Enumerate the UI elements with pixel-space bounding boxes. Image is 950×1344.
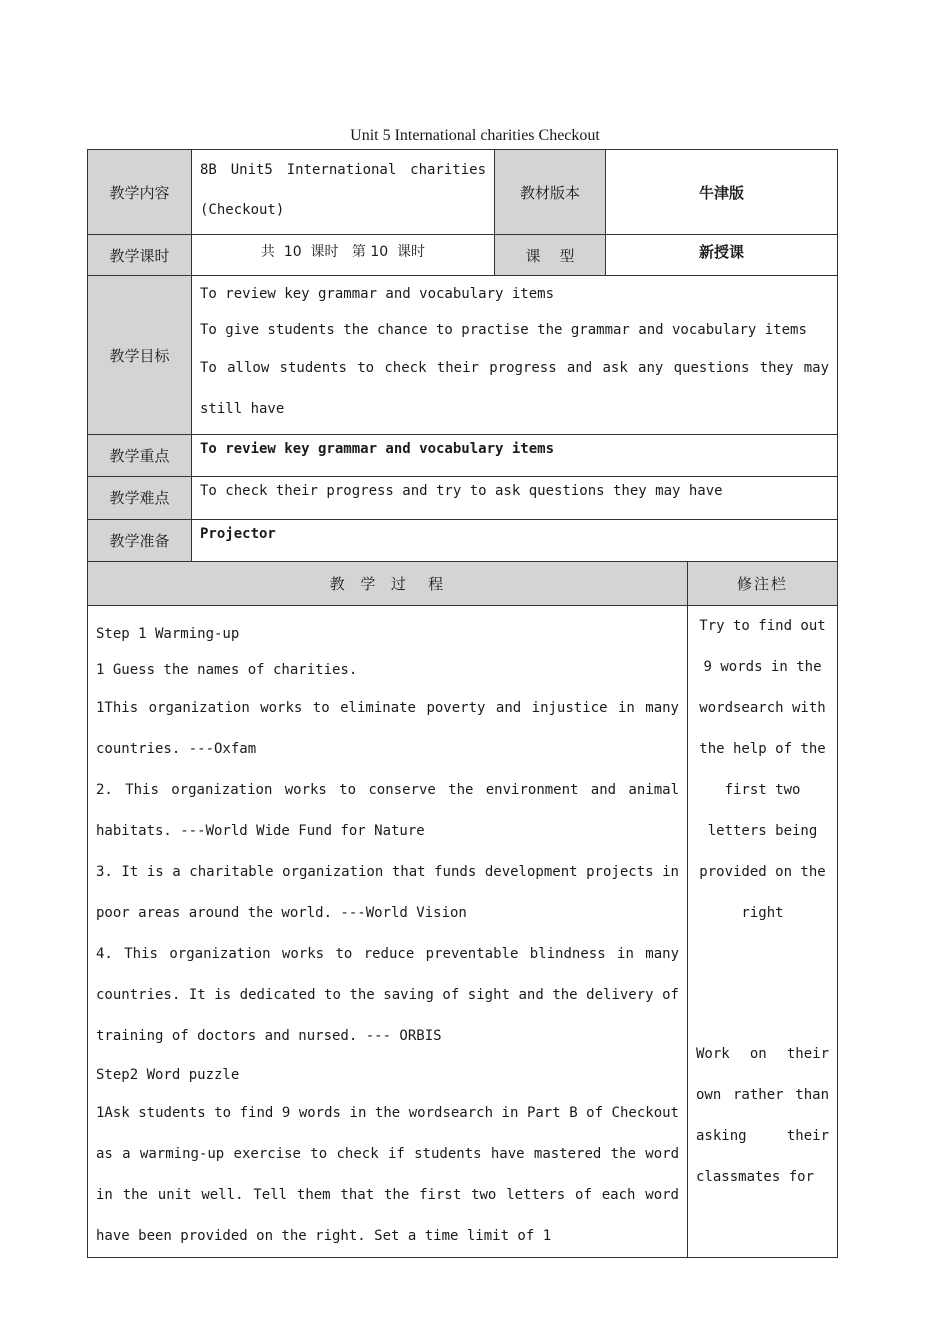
type-value: 新授课 (606, 235, 838, 276)
process-line: 1Ask students to find 9 words in the wordsearch in Part B of Checkout as a warming-up exercise to check if students have mastered the word in the unit well. Tell them that the first two letters of each word have been provided on the right. Set a time limit of 1 (96, 1105, 679, 1244)
process-line: 3. It is a charitable organization that funds development projects in poor areas around the world. ---World Vision (96, 864, 679, 921)
process-step: Step 1 Warming-up (96, 626, 240, 642)
lesson-plan-table (87, 149, 838, 1258)
edition-label: 教材版本 (495, 150, 606, 235)
goal-item: To give students the chance to practise the grammar and vocabulary items (200, 322, 807, 338)
process-header: 教 学 过 程 (88, 562, 688, 606)
document-title: Unit 5 International charities Checkout (350, 127, 600, 144)
focus-value: To review key grammar and vocabulary items (192, 435, 838, 477)
prep-label: 教学准备 (88, 520, 192, 562)
content-label: 教学内容 (88, 150, 192, 235)
goal-item: To allow students to check their progress and ask any questions they may still have (200, 360, 830, 417)
process-line: 2. This organization works to conserve the environment and animal habitats. ---World Wide Fund for Nature (96, 782, 679, 839)
note-wordsearch: Try to find out 9 words in the wordsearch with the help of the first two letters being provided on the right (699, 618, 826, 921)
process-line: 1This organization works to eliminate poverty and injustice in many countries. ---Oxfam (96, 700, 679, 757)
process-content (88, 606, 688, 1258)
type-label: 课 型 (495, 235, 606, 276)
focus-label: 教学重点 (88, 435, 192, 477)
process-line: 4. This organization works to reduce preventable blindness in many countries. It is dedicated to the saving of sight and the delivery of training of doctors and nursed. --- ORBIS (96, 946, 679, 1044)
note-work-alone: Work on their own rather than asking their classmates for (696, 1046, 830, 1185)
goal-item: To review key grammar and vocabulary items (200, 286, 555, 302)
period-label: 教学课时 (88, 235, 192, 276)
period-value: 共 10 课时 第 10 课时 (192, 235, 495, 276)
edition-value: 牛津版 (606, 150, 838, 235)
notes-header: 修注栏 (688, 562, 838, 606)
difficulty-value: To check their progress and try to ask questions they may have (192, 477, 838, 520)
notes-column (688, 606, 838, 1258)
goals-label: 教学目标 (88, 276, 192, 435)
process-step: Step2 Word puzzle (96, 1067, 240, 1083)
difficulty-label: 教学难点 (88, 477, 192, 520)
goals-list (192, 276, 838, 435)
content-value: 8B Unit5 International charities (Checkout) (192, 150, 495, 235)
prep-value: Projector (192, 520, 838, 562)
process-line: 1 Guess the names of charities. (96, 662, 358, 678)
